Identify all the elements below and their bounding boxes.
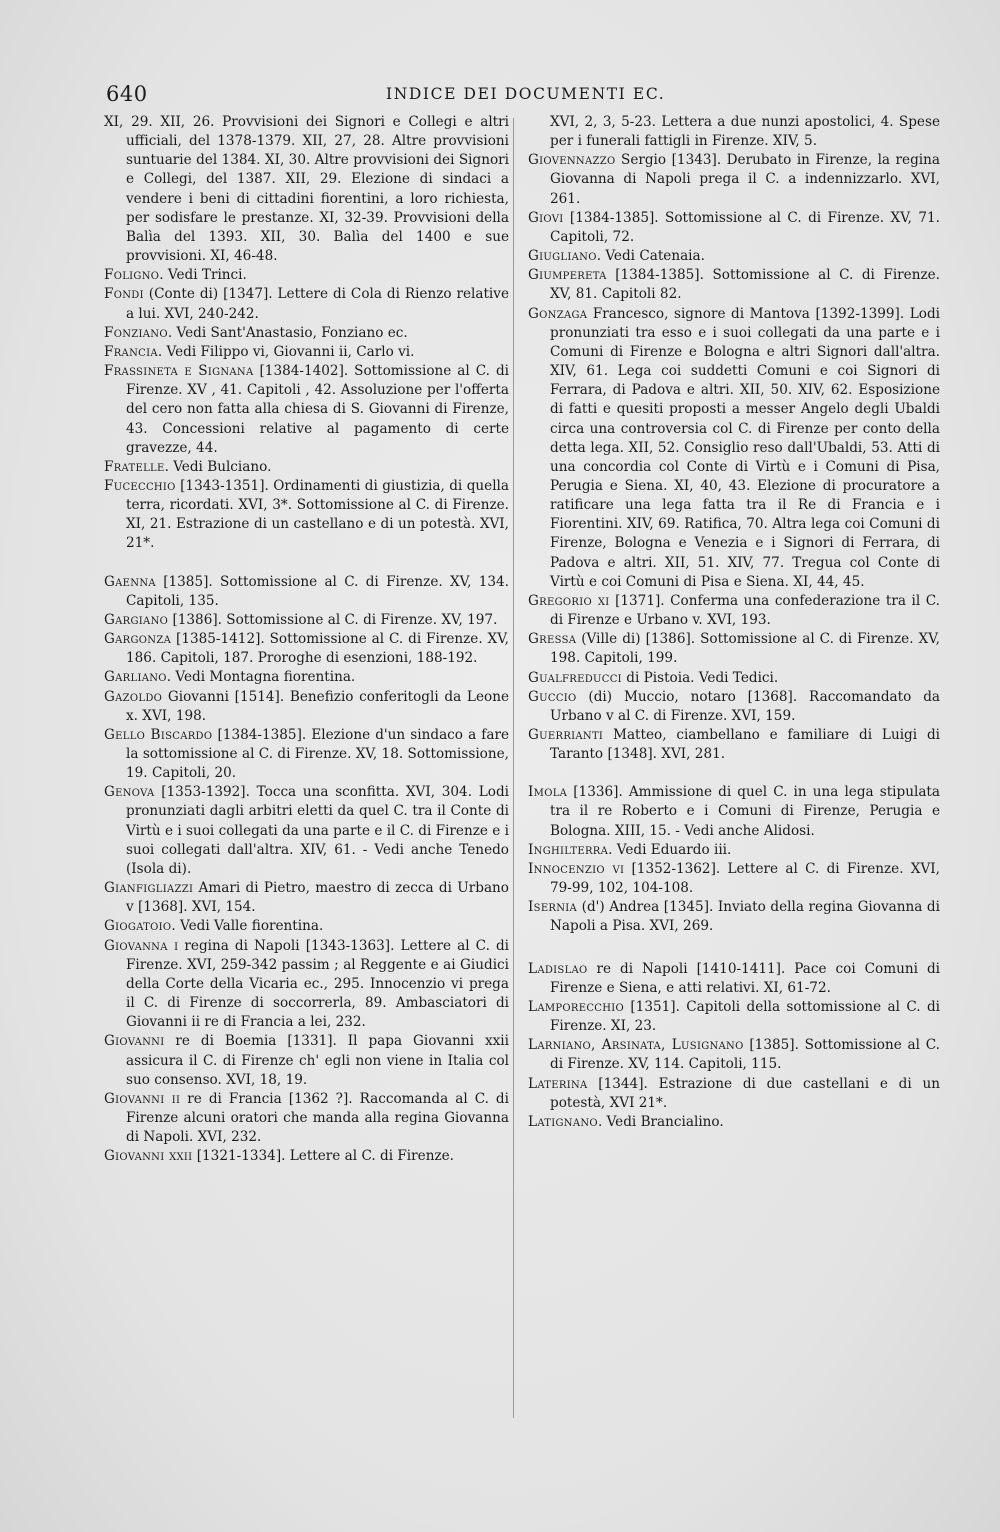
entry-text: (Conte di) [1347]. Lettere di Cola di Rienzo relative a lui. XVI, 240-242. xyxy=(126,286,509,322)
page-header xyxy=(106,82,896,108)
column-divider xyxy=(513,118,514,1418)
index-entry xyxy=(528,1113,940,1132)
entry-headword: Gaenna xyxy=(104,573,156,590)
entry-headword: Ladislao xyxy=(528,960,588,977)
index-entry xyxy=(104,783,509,879)
right-column xyxy=(528,113,940,1132)
index-entry xyxy=(104,1032,509,1089)
entry-headword: Gargiano xyxy=(104,611,169,628)
index-entry xyxy=(528,898,940,936)
entry-headword: Guccio xyxy=(528,688,577,705)
index-entry xyxy=(528,1036,940,1074)
entry-headword: Isernia xyxy=(528,899,578,916)
entry-headword: Gargonza xyxy=(104,631,172,648)
entry-text: Matteo, ciambellano e familiare di Luigi di Taranto [1348]. XVI, 281. xyxy=(550,727,940,763)
index-entry xyxy=(104,113,509,266)
entry-text: Amari di Pietro, maestro di zecca di Urbano v [1368]. XVI, 154. xyxy=(126,880,509,916)
entry-headword: Francia xyxy=(104,343,158,360)
entry-text: [1386]. Sottomissione al C. di Firenze. XV, 197. xyxy=(168,611,498,628)
index-entry xyxy=(104,1090,509,1147)
entry-text: [1384-1385]. Sottomissione al C. di Firenze. XV, 81. Capitoli 82. xyxy=(550,267,940,303)
entry-headword: Laterina xyxy=(528,1075,588,1092)
entry-text: [1384-1385]. Sottomissione al C. di Firenze. XV, 71. Capitoli, 72. xyxy=(550,209,940,245)
entry-headword: Gonzaga xyxy=(528,305,588,322)
entry-text: . Vedi Bulciano. xyxy=(164,458,272,475)
entry-headword: Lamporecchio xyxy=(528,998,625,1015)
index-entry xyxy=(104,266,509,285)
index-entry xyxy=(104,611,509,630)
entry-headword: Latignano xyxy=(528,1113,598,1130)
index-entry xyxy=(104,688,509,726)
entry-text: . Vedi Catenaia. xyxy=(596,248,705,265)
index-entry xyxy=(528,592,940,630)
entry-text: regina di Napoli [1343-1363]. Lettere al C. di Firenze. XVI, 259-342 passim ; al Reggente e ai Giudici della Corte della Vicaria ec., 295. Innocenzio vi prega il C. di Firenze di soccorrerla, 89. Ambasciatori di Giovanni ii re di Francia a lei, 232. xyxy=(126,937,510,1031)
index-entry xyxy=(104,726,509,783)
entry-text: [1352-1362]. Lettere al C. di Firenze. XVI, 79-99, 102, 104-108. xyxy=(550,860,940,897)
index-entry xyxy=(528,669,940,688)
index-entry xyxy=(104,630,509,668)
entry-text: . Vedi Trinci. xyxy=(159,267,247,284)
left-column xyxy=(104,113,509,1166)
index-entry xyxy=(104,362,509,458)
index-entry xyxy=(528,960,940,998)
entry-headword: Giovanni xyxy=(104,1033,165,1050)
entry-headword: Gualfreducci xyxy=(528,669,622,686)
entry-headword: Giovi xyxy=(528,209,564,226)
entry-text: (d') Andrea [1345]. Inviato della regina Giovanna di Napoli a Pisa. XVI, 269. xyxy=(550,899,940,935)
index-entry xyxy=(104,477,509,554)
index-entry xyxy=(528,998,940,1036)
entry-text: [1336]. Ammissione di quel C. in una lega stipulata tra il re Roberto e i Comuni di Firenze, Perugia e Bologna. XIII, 15. - Vedi anche Alidosi. xyxy=(550,784,940,839)
entry-headword: Gello Biscardo xyxy=(104,726,213,743)
index-entry xyxy=(104,668,509,687)
entry-headword: Innocenzio vi xyxy=(528,860,625,877)
index-entry xyxy=(528,860,940,898)
entry-headword: Giumpereta xyxy=(528,267,607,284)
entry-text: . Vedi Brancialino. xyxy=(597,1113,724,1130)
entry-text: [1344]. Estrazione di due castellani e di un potestà, XVI 21*. xyxy=(550,1075,940,1111)
index-entry xyxy=(528,726,940,764)
entry-headword: Larniano, Arsinata, Lusignano xyxy=(528,1037,744,1054)
entry-headword: Guerrianti xyxy=(528,727,604,743)
entry-text: XI, 29. XII, 26. Provvisioni dei Signori e Collegi e altri ufficiali, del 1378-1379. XII, 27, 28. Altre provvisioni suntuarie del 1384. XI, 30. Altre provvisioni dei Signori e Collegi, del 1387. XII, 29. Elezione di sindaci a vendere i beni di cittadini fiorentini, a loro richiesta, per sodisfare le prestanze. XI, 32-39. Provvisioni della Balìa del 1393. XII, 30. Balìa del 1400 e sue provvisioni. XI, 46-48. xyxy=(104,114,509,265)
entry-text: . Vedi Montagna fiorentina. xyxy=(166,669,356,686)
running-title: INDICE DEI DOCUMENTI EC. xyxy=(386,85,666,103)
index-entry xyxy=(528,266,940,304)
entry-text: (Ville di) [1386]. Sottomissione al C. di Firenze. XV, 198. Capitoli, 199. xyxy=(550,631,940,667)
entry-headword: Fratelle xyxy=(104,458,165,475)
page-number: 640 xyxy=(106,82,148,106)
index-entry xyxy=(528,247,940,266)
entry-text: [1384-1385]. Elezione d'un sindaco a fare la sottomissione al C. di Firenze. XV, 18. Sottomissione, 19. Capitoli, 20. xyxy=(126,726,509,782)
index-entry xyxy=(528,841,940,860)
entry-headword: Garliano xyxy=(104,669,167,686)
index-entry xyxy=(528,113,940,151)
entry-text: . Vedi Valle fiorentina. xyxy=(171,918,324,935)
entry-text: [1321-1334]. Lettere al C. di Firenze. xyxy=(192,1148,454,1165)
index-entry xyxy=(104,324,509,343)
index-entry xyxy=(528,151,940,208)
entry-text: re di Boemia [1331]. Il papa Giovanni xxii assicura il C. di Firenze ch' egli non viene in Italia col suo consenso. XVI, 18, 19. xyxy=(126,1033,509,1088)
entry-text: Francesco, signore di Mantova [1392-1399]. Lodi pronunziati tra esso e i suoi collegati da una parte e i Comuni di Firenze e Bologna e altri Signori dall'altra. XIV, 61. Lega coi suddetti Comuni e coi Signori di Ferrara, di Padova e altri. XII, 50. XIV, 62. Esposizione di fatti e quesiti proposti a messer Angelo degli Ubaldi circa una controversia col C. di Firenze per conto della detta lega. XII, 52. Consiglio reso dall'Ubaldi, 53. Atti di una concordia col Conte di Virtù e i Comuni di Pisa, Perugia e Siena. XI, 40, 43. Elezione di procuratore a ratificare una lega fatta tra il Re di Francia e i Fiorentini. XIV, 69. Ratifica, 70. Altra lega coi Comuni di Firenze, Bologna e Venezia e i Signori di Ferrara, di Padova e altri. XII, 51. XIV, 77. Tregua col Conte di Virtù e coi Comuni di Pisa e Siena. XI, 44, 45. xyxy=(550,305,940,590)
entry-headword: Giovanni ii xyxy=(104,1090,181,1107)
entry-headword: Fondi xyxy=(104,286,144,303)
entry-text: . Vedi Filippo vi, Giovanni ii, Carlo vi. xyxy=(157,343,415,360)
index-entry xyxy=(528,688,940,726)
entry-headword: Gazoldo xyxy=(104,688,163,705)
entry-headword: Gressa xyxy=(528,631,577,648)
entry-headword: Giugliano xyxy=(528,248,597,265)
index-entry xyxy=(528,783,940,840)
entry-headword: Imola xyxy=(528,784,568,801)
entry-text: [1353-1392]. Tocca una sconfitta. XVI, 304. Lodi pronunziati dagli arbitri eletti da quel C. tra il Conte di Virtù e i suoi collegati da una parte e il C. di Firenze e i suoi collegati dall'altra. XIV, 61. - Vedi anche Tenedo (Isola di). xyxy=(126,784,509,877)
entry-text: re di Napoli [1410-1411]. Pace coi Comuni di Firenze e Siena, e atti relativi. XI, 61-72. xyxy=(550,960,940,996)
index-entry xyxy=(528,305,940,592)
index-entry xyxy=(528,1075,940,1113)
entry-text: [1351]. Capitoli della sottomissione al C. di Firenze. XI, 23. xyxy=(550,998,940,1035)
entry-text: (di) Muccio, notaro [1368]. Raccomandato da Urbano v al C. di Firenze. XVI, 159. xyxy=(550,688,940,724)
index-entry xyxy=(104,343,509,362)
entry-headword: Inghilterra xyxy=(528,841,609,858)
entry-text: di Pistoia. Vedi Tedici. xyxy=(621,669,779,686)
entry-text: Sergio [1343]. Derubato in Firenze, la regina Giovanna di Napoli prega il C. a indennizzarlo. XVI, 261. xyxy=(550,152,940,207)
entry-headword: Gianfigliazzi xyxy=(104,880,194,897)
entry-text: [1385]. Sottomissione al C. di Firenze. XV, 134. Capitoli, 135. xyxy=(126,573,509,609)
entry-text: . Vedi Eduardo iii. xyxy=(608,841,732,858)
entry-headword: Gregorio xi xyxy=(528,592,610,609)
entry-headword: Giovennazzo xyxy=(528,152,616,169)
entry-headword: Genova xyxy=(104,784,155,801)
index-entry xyxy=(104,917,509,936)
index-entry xyxy=(104,937,509,1033)
entry-text: . Vedi Sant'Anastasio, Fonziano ec. xyxy=(167,324,408,341)
index-entry xyxy=(104,573,509,611)
index-entry xyxy=(104,879,509,917)
index-entry xyxy=(528,209,940,247)
entry-headword: Giovanni xxii xyxy=(104,1148,193,1165)
index-entry xyxy=(104,285,509,323)
index-entry xyxy=(104,1147,509,1166)
entry-headword: Foligno xyxy=(104,267,160,284)
entry-text: [1385-1412]. Sottomissione al C. di Firenze. XV, 186. Capitoli, 187. Proroghe di esenzioni, 188-192. xyxy=(126,631,509,667)
index-entry xyxy=(528,630,940,668)
entry-headword: Frassineta e Signana xyxy=(104,363,254,380)
entry-headword: Fucecchio xyxy=(104,477,176,494)
entry-headword: Giovanna i xyxy=(104,937,179,954)
entry-text: XVI, 2, 3, 5-23. Lettera a due nunzi apostolici, 4. Spese per i funerali fattigli in Firenze. XIV, 5. xyxy=(550,114,940,150)
entry-text: [1343-1351]. Ordinamenti di giustizia, di quella terra, ricordati. XVI, 3*. Sottomissione al C. di Firenze. XI, 21. Estrazione di un castellano e di un potestà. XVI, 21*. xyxy=(126,477,509,552)
entry-text: [1385]. Sottomissione al C. di Firenze. XV, 114. Capitoli, 115. xyxy=(550,1037,941,1073)
index-entry xyxy=(104,458,509,477)
entry-text: Giovanni [1514]. Benefizio conferitogli da Leone x. XVI, 198. xyxy=(126,688,509,724)
entry-headword: Fonziano xyxy=(104,324,168,341)
entry-text: [1384-1402]. Sottomissione al C. di Firenze. XV , 41. Capitoli , 42. Assoluzione per l'offerta del cero non fatta alla chiesa di S. Giovanni di Firenze, 43. Concessioni relative al pagamento di certe gravezze, 44. xyxy=(126,363,509,456)
entry-text: re di Francia [1362 ?]. Raccomanda al C. di Firenze alcuni oratori che manda alla regina Giovanna di Napoli. XVI, 232. xyxy=(126,1090,509,1146)
entry-text: [1371]. Conferma una confederazione tra il C. di Firenze e Urbano v. XVI, 193. xyxy=(550,592,940,629)
entry-headword: Giogatoio xyxy=(104,918,172,935)
